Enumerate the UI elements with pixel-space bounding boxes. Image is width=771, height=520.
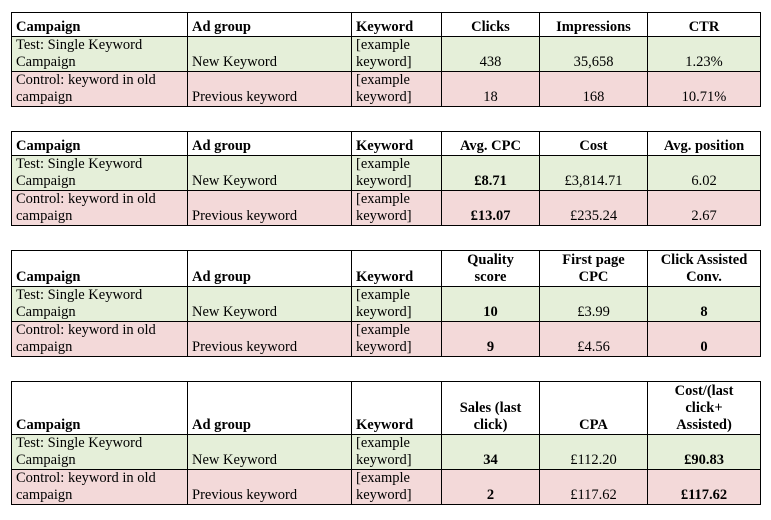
sales-cell: 34: [442, 435, 540, 470]
header-cost-per-last-click-assisted: Cost/(last click+ Assisted): [648, 382, 761, 435]
campaign-cell: Control: keyword in old campaign: [12, 322, 188, 357]
table-row-control: [12, 470, 761, 505]
quality-score-cell: 9: [442, 322, 540, 357]
click-assisted-conv-cell: 0: [648, 322, 761, 357]
first-page-cpc-cell: £3.99: [540, 287, 648, 322]
ad-group-cell: Previous keyword: [188, 470, 352, 505]
keyword-cell: [example keyword]: [352, 37, 442, 72]
header-impressions: Impressions: [540, 13, 648, 37]
first-page-cpc-cell: £4.56: [540, 322, 648, 357]
header-keyword: Keyword: [352, 251, 442, 287]
campaign-cell: Test: Single Keyword Campaign: [12, 37, 188, 72]
ad-group-cell: New Keyword: [188, 435, 352, 470]
metrics-table-clicks: [11, 12, 761, 107]
header-sales-last-click: Sales (last click): [442, 382, 540, 435]
header-row: [12, 382, 761, 435]
keyword-cell: [example keyword]: [352, 470, 442, 505]
campaign-cell: Test: Single Keyword Campaign: [12, 287, 188, 322]
metrics-table-sales: [11, 381, 761, 505]
cost-cell: £3,814.71: [540, 156, 648, 191]
clicks-cell: 18: [442, 72, 540, 107]
keyword-cell: [example keyword]: [352, 72, 442, 107]
impressions-cell: 168: [540, 72, 648, 107]
avg-cpc-cell: £13.07: [442, 191, 540, 226]
header-avg-position: Avg. position: [648, 132, 761, 156]
header-campaign: Campaign: [12, 382, 188, 435]
quality-score-cell: 10: [442, 287, 540, 322]
table-row-control: [12, 72, 761, 107]
header-first-page-cpc: First page CPC: [540, 251, 648, 287]
header-ad-group: Ad group: [188, 251, 352, 287]
header-campaign: Campaign: [12, 132, 188, 156]
campaign-cell: Test: Single Keyword Campaign: [12, 156, 188, 191]
cost-per-conv-cell: £90.83: [648, 435, 761, 470]
header-cpa: CPA: [540, 382, 648, 435]
cpa-cell: £112.20: [540, 435, 648, 470]
ad-group-cell: New Keyword: [188, 156, 352, 191]
clicks-cell: 438: [442, 37, 540, 72]
keyword-cell: [example keyword]: [352, 287, 442, 322]
header-clicks: Clicks: [442, 13, 540, 37]
click-assisted-conv-cell: 8: [648, 287, 761, 322]
header-row: [12, 132, 761, 156]
ad-group-cell: Previous keyword: [188, 191, 352, 226]
ad-group-cell: Previous keyword: [188, 322, 352, 357]
ad-group-cell: New Keyword: [188, 37, 352, 72]
keyword-cell: [example keyword]: [352, 156, 442, 191]
header-cost: Cost: [540, 132, 648, 156]
campaign-cell: Control: keyword in old campaign: [12, 191, 188, 226]
header-keyword: Keyword: [352, 132, 442, 156]
cost-per-conv-cell: £117.62: [648, 470, 761, 505]
impressions-cell: 35,658: [540, 37, 648, 72]
keyword-cell: [example keyword]: [352, 191, 442, 226]
campaign-cell: Test: Single Keyword Campaign: [12, 435, 188, 470]
ad-group-cell: Previous keyword: [188, 72, 352, 107]
avg-position-cell: 6.02: [648, 156, 761, 191]
table-row-test: [12, 435, 761, 470]
campaign-cell: Control: keyword in old campaign: [12, 72, 188, 107]
header-row: [12, 251, 761, 287]
header-ad-group: Ad group: [188, 132, 352, 156]
cost-cell: £235.24: [540, 191, 648, 226]
keyword-cell: [example keyword]: [352, 435, 442, 470]
header-ad-group: Ad group: [188, 13, 352, 37]
header-row: [12, 13, 761, 37]
keyword-cell: [example keyword]: [352, 322, 442, 357]
metrics-table-cost: [11, 131, 761, 226]
metrics-table-quality: [11, 250, 761, 357]
avg-cpc-cell: £8.71: [442, 156, 540, 191]
sales-cell: 2: [442, 470, 540, 505]
ad-group-cell: New Keyword: [188, 287, 352, 322]
header-keyword: Keyword: [352, 13, 442, 37]
header-ad-group: Ad group: [188, 382, 352, 435]
campaign-cell: Control: keyword in old campaign: [12, 470, 188, 505]
header-quality-score: Quality score: [442, 251, 540, 287]
table-row-test: [12, 156, 761, 191]
ctr-cell: 1.23%: [648, 37, 761, 72]
ctr-cell: 10.71%: [648, 72, 761, 107]
cpa-cell: £117.62: [540, 470, 648, 505]
avg-position-cell: 2.67: [648, 191, 761, 226]
table-row-test: [12, 287, 761, 322]
table-row-control: [12, 322, 761, 357]
header-campaign: Campaign: [12, 251, 188, 287]
table-row-test: [12, 37, 761, 72]
header-keyword: Keyword: [352, 382, 442, 435]
header-avg-cpc: Avg. CPC: [442, 132, 540, 156]
header-click-assisted-conv: Click Assisted Conv.: [648, 251, 761, 287]
table-row-control: [12, 191, 761, 226]
header-ctr: CTR: [648, 13, 761, 37]
header-campaign: Campaign: [12, 13, 188, 37]
